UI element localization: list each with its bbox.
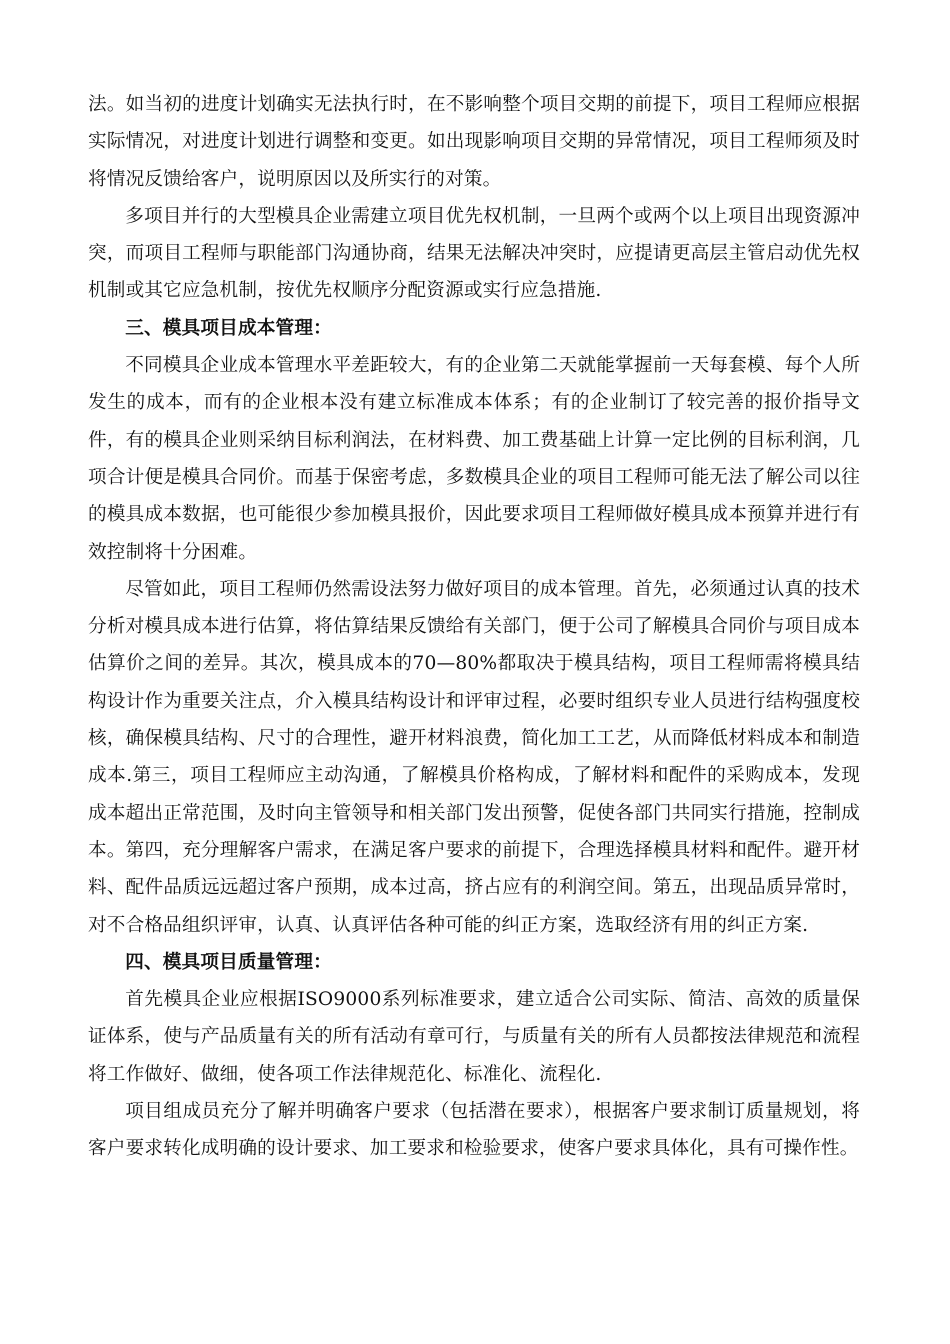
paragraph-priority-mechanism: 多项目并行的大型模具企业需建立项目优先权机制，一旦两个或两个以上项目出现资源冲突，而项目工程师与职能部门沟通协商，结果无法解决冲突时，应提请更高层主管启动优先权机制或其它应急机制，按优先权顺序分配资源或实行应急措施.: [88, 205, 860, 302]
paragraph-cost-levels: 不同模具企业成本管理水平差距较大，有的企业第二天就能掌握前一天每套模、每个人所发生的成本，而有的企业根本没有建立标准成本体系；有的企业制订了较完善的报价指导文件，有的模具企业则采纳目标利润法，在材料费、加工费基础上计算一定比例的目标利润，几项合计便是模具合同价。而基于保密考虑，多数模具企业的项目工程师可能无法了解公司以往的模具成本数据，也可能很少参加模具报价，因此要求项目工程师做好模具成本预算并进行有效控制将十分困难。: [88, 355, 860, 563]
paragraph-cost-control-steps: 尽管如此，项目工程师仍然需设法努力做好项目的成本管理。首先，必须通过认真的技术分析对模具成本进行估算，将估算结果反馈给有关部门，便于公司了解模具合同价与项目成本估算价之间的差异。其次，模具成本的70—80%都取决于模具结构，项目工程师需将模具结构设计作为重要关注点，介入模具结构设计和评审过程，必要时组织专业人员进行结构强度校核，确保模具结构、尺寸的合理性，避开材料浪费，简化加工工艺，从而降低材料成本和制造成本.第三，项目工程师应主动沟通，了解模具价格构成，了解材料和配件的采购成本，发现成本超出正常范围，及时向主管领导和相关部门发出预警，促使各部门共同实行措施，控制成本。第四，充分理解客户需求，在满足客户要求的前提下，合理选择模具材料和配件。避开材料、配件品质远远超过客户预期，成本过高，挤占应有的利润空间。第五，出现品质异常时，对不合格品组织评审，认真、认真评估各种可能的纠正方案，选取经济有用的纠正方案.: [88, 578, 860, 936]
section-heading-quality-management: 四、模具项目质量管理：: [125, 951, 332, 973]
paragraph-schedule-adjustment: 法。如当初的进度计划确实无法执行时，在不影响整个项目交期的前提下，项目工程师应根据实际情况，对进度计划进行调整和变更。如出现影响项目交期的异常情况，项目工程师须及时将情况反馈给客户，说明原因以及所实行的对策。: [88, 94, 860, 190]
paragraph-customer-requirements: 项目组成员充分了解并明确客户要求（包括潜在要求），根据客户要求制订质量规划，将客户要求转化成明确的设计要求、加工要求和检验要求，使客户要求具体化，具有可操作性。: [88, 1101, 860, 1160]
section-heading-cost-management: 三、模具项目成本管理：: [125, 317, 332, 339]
paragraph-quality-system: 首先模具企业应根据ISO9000系列标准要求，建立适合公司实际、简洁、高效的质量保证体系，使与产品质量有关的所有活动有章可行，与质量有关的所有人员都按法律规范和流程将工作做好、做细，使各项工作法律规范化、标准化、流程化.: [88, 989, 860, 1085]
document-page: [88, 86, 860, 1168]
